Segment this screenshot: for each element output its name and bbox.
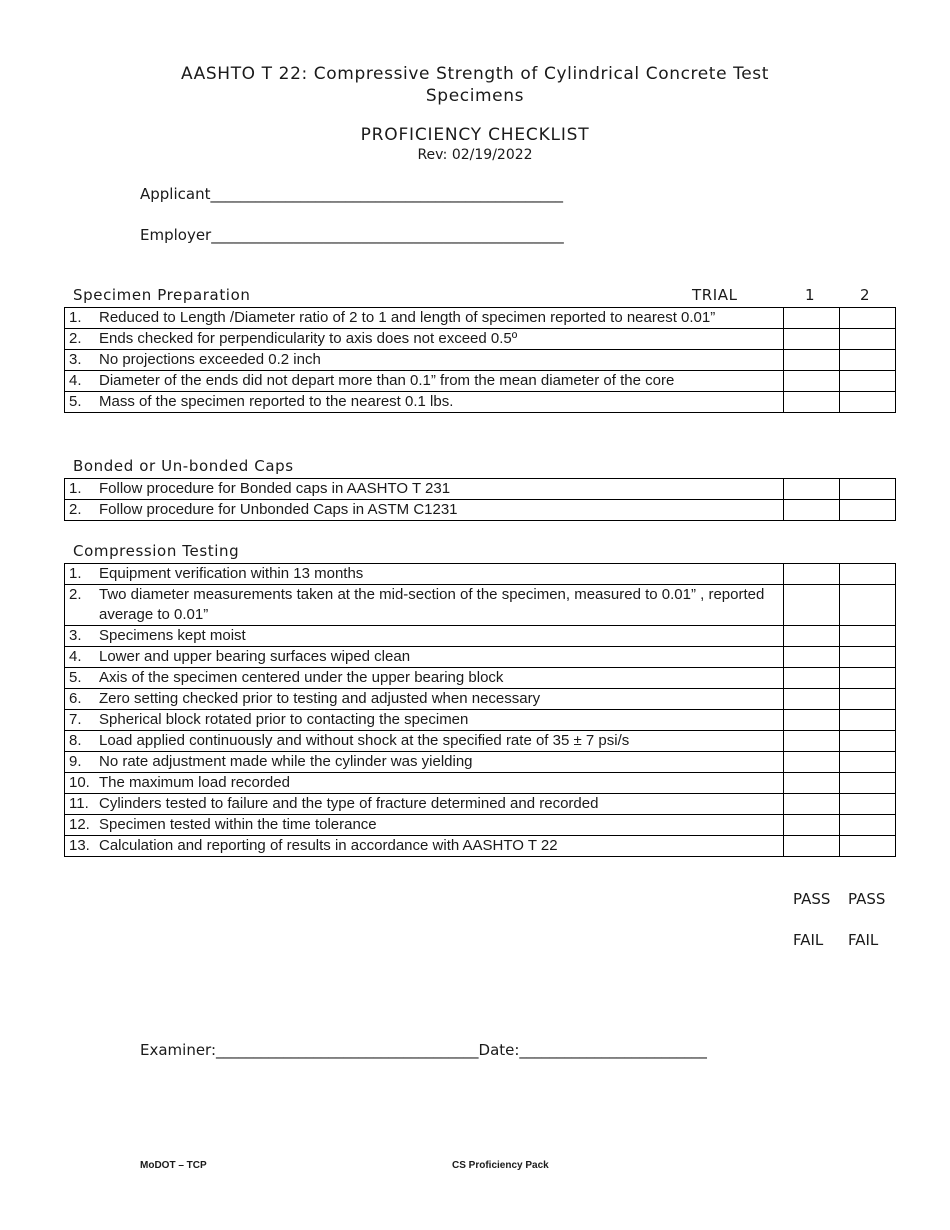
trial-2-checkbox[interactable] <box>840 392 896 413</box>
trial-1-checkbox[interactable] <box>784 668 840 689</box>
table-row <box>65 689 896 710</box>
item-number: 5. <box>69 669 82 686</box>
pass-label-1[interactable]: PASS <box>793 890 831 908</box>
item-number: 5. <box>69 393 82 410</box>
checklist-item <box>65 815 784 836</box>
item-text: Calculation and reporting of results in accordance with AASHTO T 22 <box>99 837 558 854</box>
trial-label: TRIAL <box>692 286 738 304</box>
trial-2-checkbox[interactable] <box>840 479 896 500</box>
checklist-item <box>65 794 784 815</box>
table-row <box>65 500 896 521</box>
checklist-item <box>65 479 784 500</box>
trial-1-checkbox[interactable] <box>784 689 840 710</box>
trial-2-checkbox[interactable] <box>840 626 896 647</box>
trial-1-checkbox[interactable] <box>784 392 840 413</box>
footer-center: CS Proficiency Pack <box>452 1160 549 1171</box>
checklist-item <box>65 308 784 329</box>
item-number: 1. <box>69 480 82 497</box>
item-text: Ends checked for perpendicularity to axis does not exceed 0.5º <box>99 330 518 347</box>
item-text: Mass of the specimen reported to the nearest 0.1 lbs. <box>99 393 454 410</box>
item-text: Zero setting checked prior to testing and adjusted when necessary <box>99 690 541 707</box>
item-text: Axis of the specimen centered under the upper bearing block <box>99 669 504 686</box>
table-row <box>65 329 896 350</box>
checklist-item <box>65 710 784 731</box>
item-number: 9. <box>69 753 82 770</box>
table-row <box>65 773 896 794</box>
title-line-1: AASHTO T 22: Compressive Strength of Cylindrical Concrete Test <box>180 64 770 84</box>
table-row <box>65 626 896 647</box>
pass-label-2[interactable]: PASS <box>848 890 886 908</box>
table-row <box>65 668 896 689</box>
checklist-item <box>65 752 784 773</box>
checklist-item <box>65 647 784 668</box>
trial-2-checkbox[interactable] <box>840 371 896 392</box>
checklist-item <box>65 564 784 585</box>
trial-2-checkbox[interactable] <box>840 647 896 668</box>
trial-1-checkbox[interactable] <box>784 308 840 329</box>
trial-2-checkbox[interactable] <box>840 350 896 371</box>
trial-2-checkbox[interactable] <box>840 773 896 794</box>
checklist-item <box>65 585 784 626</box>
trial-1-checkbox[interactable] <box>784 350 840 371</box>
table-prep <box>64 307 896 413</box>
trial-2-checkbox[interactable] <box>840 668 896 689</box>
checklist-item <box>65 350 784 371</box>
trial-2-checkbox[interactable] <box>840 752 896 773</box>
item-number: 4. <box>69 648 82 665</box>
table-row <box>65 731 896 752</box>
table-row <box>65 350 896 371</box>
table-row <box>65 371 896 392</box>
item-text: Lower and upper bearing surfaces wiped clean <box>99 648 411 665</box>
table-row <box>65 564 896 585</box>
employer-field[interactable]: Employer_______________________________________________ <box>140 226 564 244</box>
trial-1-checkbox[interactable] <box>784 752 840 773</box>
trial-1-checkbox[interactable] <box>784 815 840 836</box>
item-text: Two diameter measurements taken at the mid-section of the specimen, measured to 0.01” , reported average to 0.01” <box>99 586 765 623</box>
item-text: Spherical block rotated prior to contacting the specimen <box>99 711 469 728</box>
examiner-date-field[interactable]: Examiner:___________________________________Date:_________________________ <box>140 1041 707 1059</box>
trial-1-checkbox[interactable] <box>784 794 840 815</box>
item-text: Specimens kept moist <box>99 627 246 644</box>
table-row <box>65 479 896 500</box>
trial-1-checkbox[interactable] <box>784 836 840 857</box>
item-text: The maximum load recorded <box>99 774 290 791</box>
item-number: 4. <box>69 372 82 389</box>
trial-1-checkbox[interactable] <box>784 731 840 752</box>
table-row <box>65 752 896 773</box>
section-title-comp: Compression Testing <box>73 542 240 560</box>
item-number: 1. <box>69 565 82 582</box>
item-number: 12. <box>69 816 90 833</box>
item-number: 1. <box>69 309 82 326</box>
title-line-2: Specimens <box>425 86 525 106</box>
table-row <box>65 392 896 413</box>
trial-1-checkbox[interactable] <box>784 329 840 350</box>
trial-2-checkbox[interactable] <box>840 815 896 836</box>
section-title-prep: Specimen Preparation <box>73 286 251 304</box>
checklist-item <box>65 689 784 710</box>
item-text: Reduced to Length /Diameter ratio of 2 to 1 and length of specimen reported to nearest 0.01” <box>99 309 716 326</box>
checklist-item <box>65 329 784 350</box>
trial-1-checkbox[interactable] <box>784 773 840 794</box>
checklist-subtitle: PROFICIENCY CHECKLIST <box>360 125 590 145</box>
trial-2-checkbox[interactable] <box>840 329 896 350</box>
trial-2-checkbox[interactable] <box>840 731 896 752</box>
item-text: Diameter of the ends did not depart more than 0.1” from the mean diameter of the core <box>99 372 675 389</box>
table-row <box>65 836 896 857</box>
trial-1-checkbox[interactable] <box>784 710 840 731</box>
checklist-item <box>65 668 784 689</box>
trial-1-checkbox[interactable] <box>784 647 840 668</box>
item-number: 2. <box>69 501 82 518</box>
trial-2-checkbox[interactable] <box>840 500 896 521</box>
trial-1-checkbox[interactable] <box>784 626 840 647</box>
trial-1-checkbox[interactable] <box>784 585 840 626</box>
applicant-field[interactable]: Applicant_______________________________________________ <box>140 185 563 203</box>
trial-2-checkbox[interactable] <box>840 689 896 710</box>
table-row <box>65 815 896 836</box>
item-number: 6. <box>69 690 82 707</box>
section-title-caps: Bonded or Un-bonded Caps <box>73 457 294 475</box>
trial-col-2: 2 <box>860 286 871 304</box>
trial-2-checkbox[interactable] <box>840 710 896 731</box>
trial-1-checkbox[interactable] <box>784 479 840 500</box>
item-text: Follow procedure for Bonded caps in AASHTO T 231 <box>99 480 451 497</box>
checklist-item <box>65 626 784 647</box>
footer-left: MoDOT – TCP <box>140 1160 207 1171</box>
revision-date: Rev: 02/19/2022 <box>417 147 533 163</box>
table-row <box>65 585 896 626</box>
item-number: 3. <box>69 351 82 368</box>
item-text: No rate adjustment made while the cylinder was yielding <box>99 753 473 770</box>
checklist-item <box>65 836 784 857</box>
trial-2-checkbox[interactable] <box>840 794 896 815</box>
trial-1-checkbox[interactable] <box>784 564 840 585</box>
table-row <box>65 308 896 329</box>
trial-2-checkbox[interactable] <box>840 836 896 857</box>
item-text: Follow procedure for Unbonded Caps in ASTM C1231 <box>99 501 458 518</box>
item-number: 3. <box>69 627 82 644</box>
trial-col-1: 1 <box>805 286 816 304</box>
item-number: 2. <box>69 330 82 347</box>
table-caps <box>64 478 896 521</box>
trial-2-checkbox[interactable] <box>840 564 896 585</box>
table-row <box>65 710 896 731</box>
item-text: Equipment verification within 13 months <box>99 565 364 582</box>
checklist-item <box>65 500 784 521</box>
table-row <box>65 647 896 668</box>
item-text: No projections exceeded 0.2 inch <box>99 351 321 368</box>
trial-1-checkbox[interactable] <box>784 371 840 392</box>
document-title <box>0 63 950 107</box>
item-number: 7. <box>69 711 82 728</box>
item-number: 11. <box>69 795 89 812</box>
item-text: Cylinders tested to failure and the type of fracture determined and recorded <box>99 795 599 812</box>
table-comp <box>64 563 896 857</box>
checklist-item <box>65 773 784 794</box>
item-number: 2. <box>69 586 82 603</box>
fail-label-2[interactable]: FAIL <box>848 931 879 949</box>
checklist-item <box>65 731 784 752</box>
fail-label-1[interactable]: FAIL <box>793 931 824 949</box>
item-number: 8. <box>69 732 82 749</box>
trial-2-checkbox[interactable] <box>840 308 896 329</box>
item-number: 10. <box>69 774 90 791</box>
checklist-item <box>65 371 784 392</box>
table-row <box>65 794 896 815</box>
trial-1-checkbox[interactable] <box>784 500 840 521</box>
item-text: Specimen tested within the time tolerance <box>99 816 377 833</box>
checklist-item <box>65 392 784 413</box>
trial-2-checkbox[interactable] <box>840 585 896 626</box>
item-number: 13. <box>69 837 90 854</box>
item-text: Load applied continuously and without shock at the specified rate of 35 ± 7 psi/s <box>99 732 630 749</box>
